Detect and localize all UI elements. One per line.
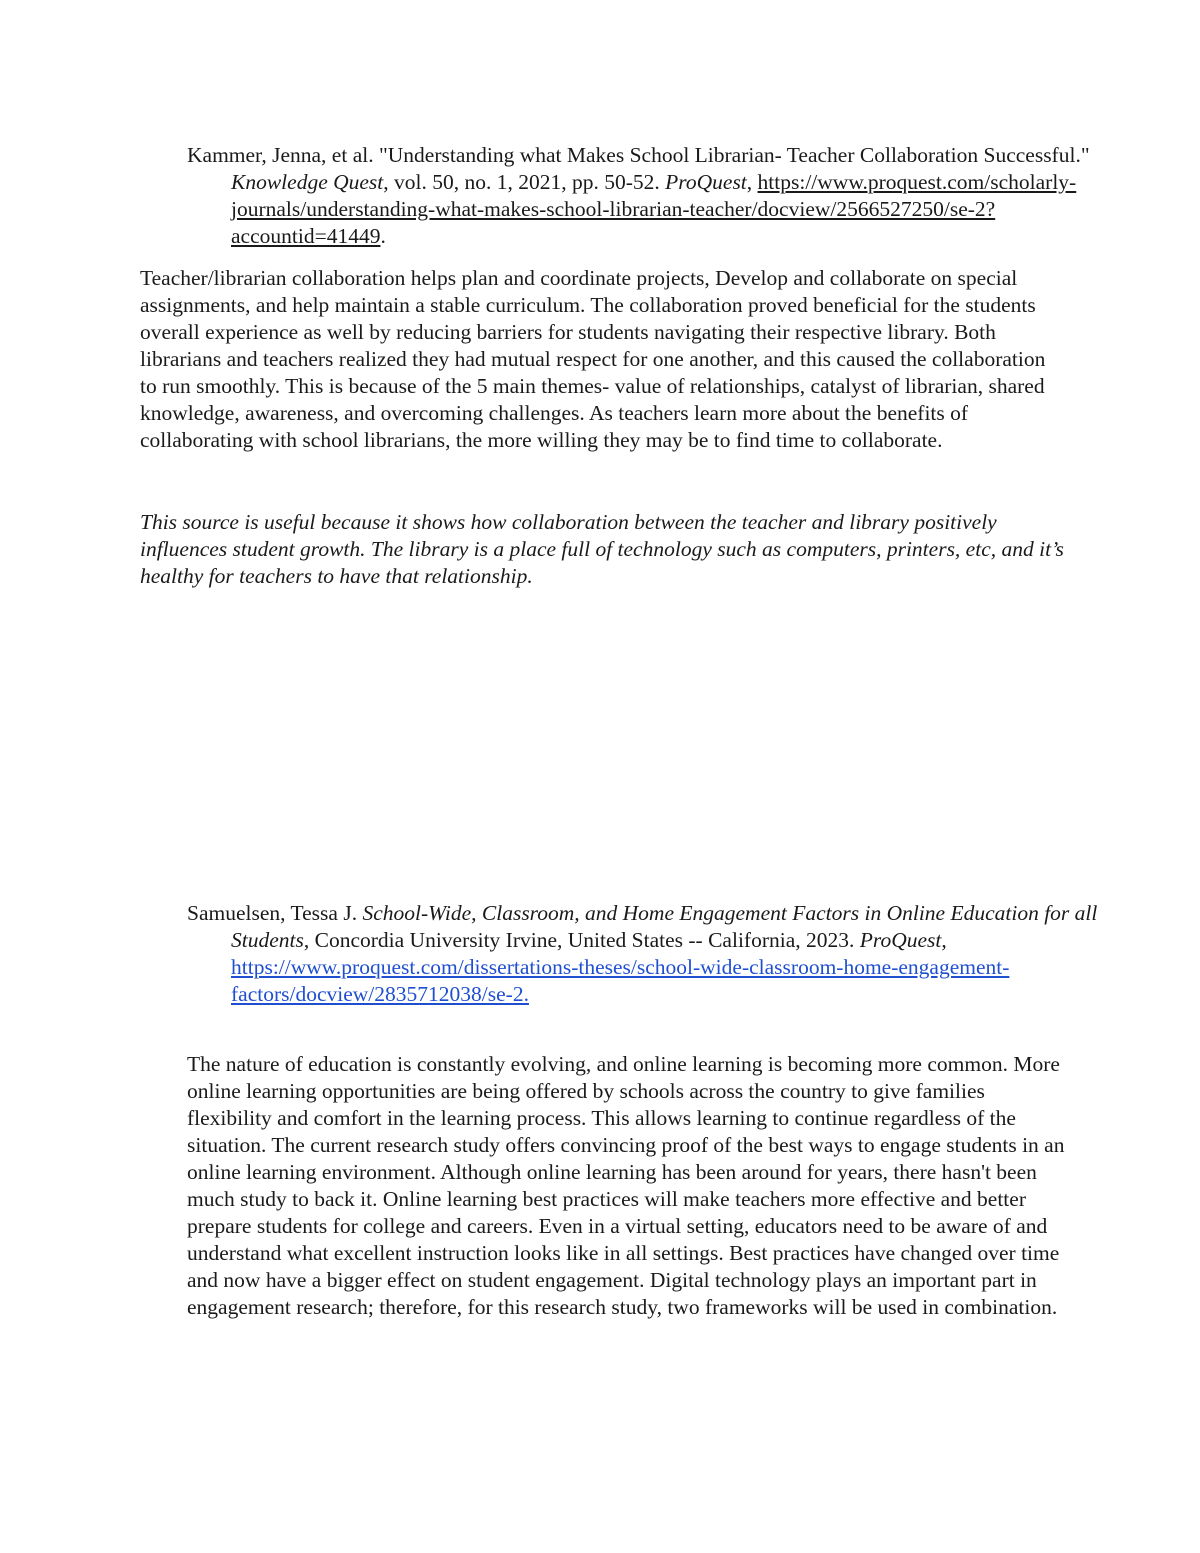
citation-details: , Concordia University Irvine, United States -- California, 2023. <box>303 928 860 952</box>
database-name: ProQuest <box>859 928 942 952</box>
database-name: ProQuest <box>665 170 747 194</box>
journal-title: Knowledge Quest <box>231 170 384 194</box>
citation-details: , vol. 50, no. 1, 2021, pp. 50-52. <box>383 170 666 194</box>
citation-separator: , <box>941 928 947 952</box>
dissertation-title: School-Wide, Classroom, and Home Engagement Factors in Online Education for all Students <box>231 901 1098 952</box>
citation-lead: Samuelsen, Tessa J. <box>187 901 363 925</box>
citation-end: . <box>380 224 386 248</box>
evaluation-paragraph-kammer: This source is useful because it shows how collaboration between the teacher and library positively influences student growth. The library is a place full of technology such as computers, printers, etc, and it’s healthy for teachers to have that relationship. <box>140 510 1064 588</box>
citation-kammer <box>187 142 1111 250</box>
summary-paragraph-kammer: Teacher/librarian collaboration helps plan and coordinate projects, Develop and collaborate on special assignments, and help maintain a stable curriculum. The collaboration proved beneficial for the students overall experience as well by reducing barriers for students navigating their respective library. Both librarians and teachers realized they had mutual respect for one another, and this caused the collaboration to run smoothly. This is because of the 5 main themes- value of relationships, catalyst of librarian, shared knowledge, awareness, and overcoming challenges. As teachers learn more about the benefits of collaborating with school librarians, the more willing they may be to find time to collaborate. <box>140 266 1046 452</box>
citation-url-link[interactable]: https://www.proquest.com/scholarly-journals/understanding-what-makes-school-librarian-teacher/docview/2566527250/se-2?accountid=41449 <box>231 170 1077 248</box>
citation-url-link[interactable]: https://www.proquest.com/dissertations-theses/school-wide-classroom-home-engagement-factors/docview/2835712038/se-2. <box>231 955 1010 1006</box>
citation-separator: , <box>746 170 758 194</box>
citation-samuelsen <box>187 900 1111 1008</box>
summary-paragraph-samuelsen: The nature of education is constantly evolving, and online learning is becoming more common. More online learning opportunities are being offered by schools across the country to give families flexibility and comfort in the learning process. This allows learning to continue regardless of the situation. The current research study offers convincing proof of the best ways to engage students in an online learning environment. Although online learning has been around for years, there hasn't been much study to back it. Online learning best practices will make teachers more effective and better prepare students for college and careers. Even in a virtual setting, educators need to be aware of and understand what excellent instruction looks like in all settings. Best practices have changed over time and now have a bigger effect on student engagement. Digital technology plays an important part in engagement research; therefore, for this research study, two frameworks will be used in combination. <box>187 1052 1065 1319</box>
citation-lead: Kammer, Jenna, et al. "Understanding what Makes School Librarian- Teacher Collaboration Successful." <box>187 143 1090 167</box>
